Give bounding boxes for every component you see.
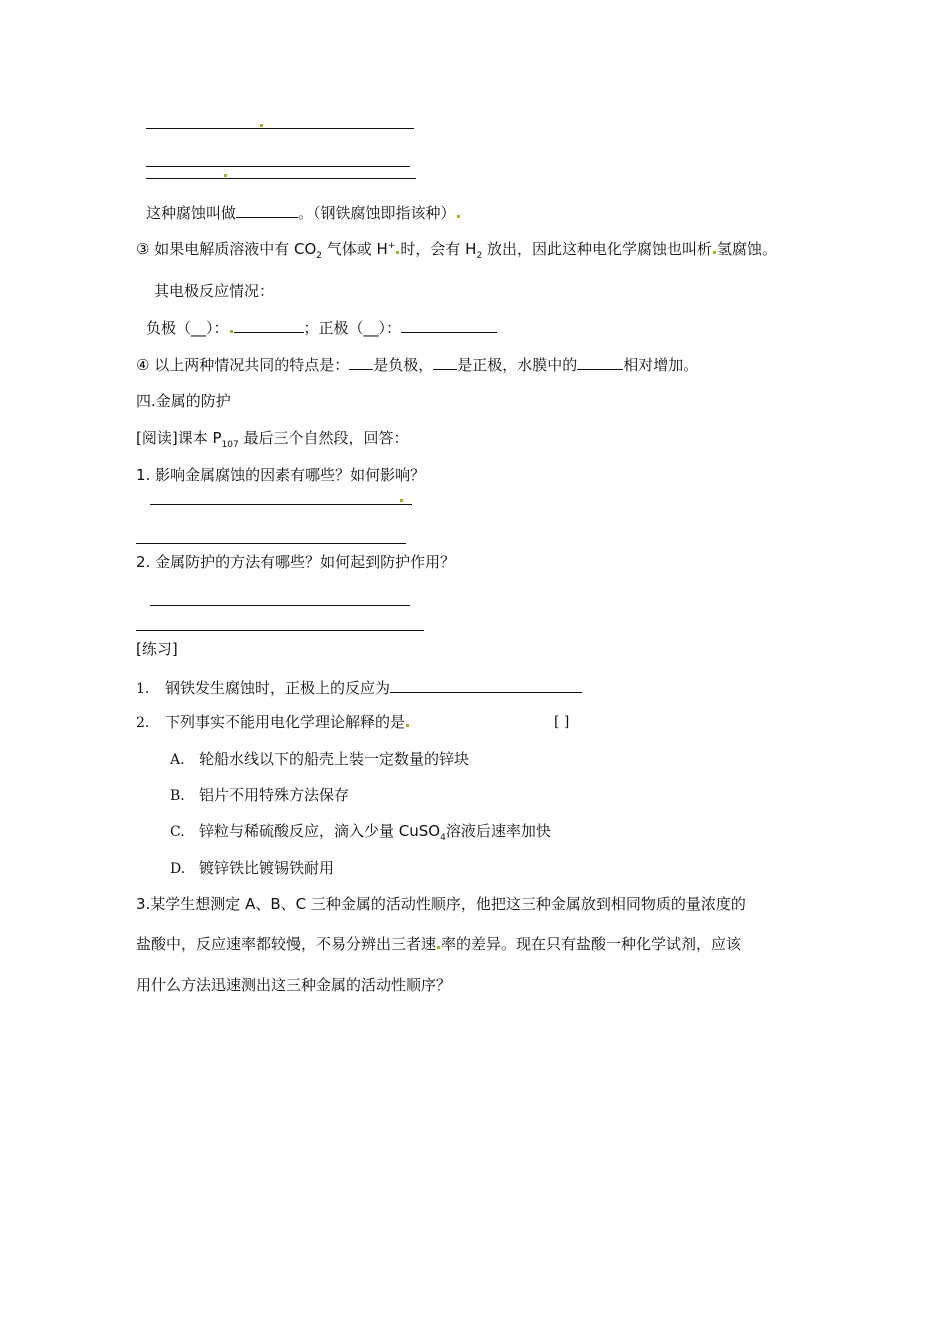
option-letter: C.	[170, 824, 185, 840]
item-3-line	[136, 239, 777, 259]
corrosion-name-prefix: 这种腐蚀叫做	[146, 204, 237, 222]
reading-text: [阅读]课本 P	[136, 429, 222, 447]
option-text: 铝片不用特殊方法保存	[199, 786, 350, 804]
option-letter: B.	[170, 788, 185, 804]
positive-label: ；正极（__）：	[303, 319, 402, 337]
answer-line	[146, 178, 416, 179]
item-4-text: 相对增加。	[623, 356, 699, 374]
question-1: 1. 影响金属腐蚀的因素有哪些？如何影响？	[136, 466, 426, 484]
question-text: 钢铁发生腐蚀时，正极上的反应为	[165, 679, 391, 697]
reading-line	[136, 428, 409, 448]
item-3-text: 时，会有 H	[400, 240, 477, 258]
subscript: 4	[440, 833, 446, 843]
practice-question-3-line-3: 用什么方法迅速测出这三种金属的活动性顺序？	[136, 976, 452, 994]
practice-question-3-line-1: 3.某学生想测定 A、B、C 三种金属的活动性顺序，他把这三种金属放到相同物质的量浓度的	[136, 895, 746, 913]
option-letter: D.	[170, 861, 186, 877]
reading-text: 最后三个自然段，回答：	[238, 429, 409, 447]
corrosion-name-line	[146, 202, 461, 223]
option-c	[170, 821, 551, 842]
subscript: 2	[476, 251, 483, 261]
practice-question-1	[136, 677, 582, 699]
negative-label: 负极（__）：	[146, 319, 229, 337]
answer-line	[146, 128, 414, 129]
answer-bracket: [ ]	[554, 714, 570, 730]
marker-dot	[396, 251, 399, 254]
section-heading: 四.金属的防护	[136, 392, 231, 410]
electrode-intro: 其电极反应情况：	[154, 282, 275, 300]
answer-blank	[236, 202, 298, 218]
marker-dot	[713, 251, 716, 254]
practice-heading: [练习]	[136, 640, 178, 658]
item-3-text: 氢腐蚀。	[716, 240, 777, 258]
corrosion-name-suffix: 。（钢铁腐蚀即指该种）	[298, 204, 456, 222]
marker-dot	[400, 499, 403, 502]
answer-line	[150, 504, 412, 505]
answer-blank	[401, 317, 497, 333]
option-b	[170, 785, 349, 806]
question-2: 2. 金属防护的方法有哪些？如何起到防护作用？	[136, 553, 456, 571]
option-d	[170, 858, 334, 879]
item-3-text: 气体或 H	[322, 240, 388, 258]
practice-question-2	[136, 712, 410, 733]
marker-dot	[437, 946, 440, 949]
option-text: 镀锌铁比镀锡铁耐用	[199, 859, 335, 877]
item-4-text: ④ 以上两种情况共同的特点是：	[136, 356, 350, 374]
answer-line	[146, 166, 410, 167]
answer-blank	[577, 354, 623, 370]
practice-question-3-line-2	[136, 934, 741, 954]
answer-line	[136, 543, 406, 544]
question-number: 1.	[136, 681, 150, 697]
answer-blank	[433, 354, 457, 370]
answer-line	[150, 605, 410, 606]
answer-blank	[349, 354, 373, 370]
question-text: 盐酸中，反应速率都较慢，不易分辨出三者速	[136, 935, 437, 953]
item-3-text: ③ 如果电解质溶液中有 CO	[136, 240, 317, 258]
question-text: 率的差异。现在只有盐酸一种化学试剂，应该	[441, 935, 742, 953]
marker-dot	[260, 124, 263, 127]
item-3-text: 放出，因此这种电化学腐蚀也叫析	[482, 240, 712, 258]
option-text: 溶液后速率加快	[445, 822, 551, 840]
option-text: 轮船水线以下的船壳上装一定数量的锌块	[199, 750, 470, 768]
question-number: 2.	[136, 715, 150, 731]
option-letter: A.	[170, 752, 185, 768]
item-4-line	[136, 354, 698, 375]
item-4-text: 是正极，水膜中的	[457, 356, 578, 374]
answer-blank	[234, 317, 304, 333]
question-text: 下列事实不能用电化学理论解释的是	[165, 713, 406, 731]
option-text: 锌粒与稀硫酸反应，滴入少量 CuSO	[199, 822, 441, 840]
answer-blank	[390, 677, 582, 693]
subscript: 2	[316, 251, 322, 261]
answer-line	[136, 630, 424, 631]
superscript: +	[387, 241, 396, 251]
electrode-line	[146, 317, 497, 338]
item-4-text: 是负极，	[373, 356, 434, 374]
marker-dot	[230, 330, 233, 333]
subscript: 107	[221, 440, 239, 450]
marker-dot	[457, 215, 460, 218]
option-a	[170, 749, 469, 770]
marker-dot	[406, 724, 409, 727]
marker-dot	[224, 174, 227, 177]
